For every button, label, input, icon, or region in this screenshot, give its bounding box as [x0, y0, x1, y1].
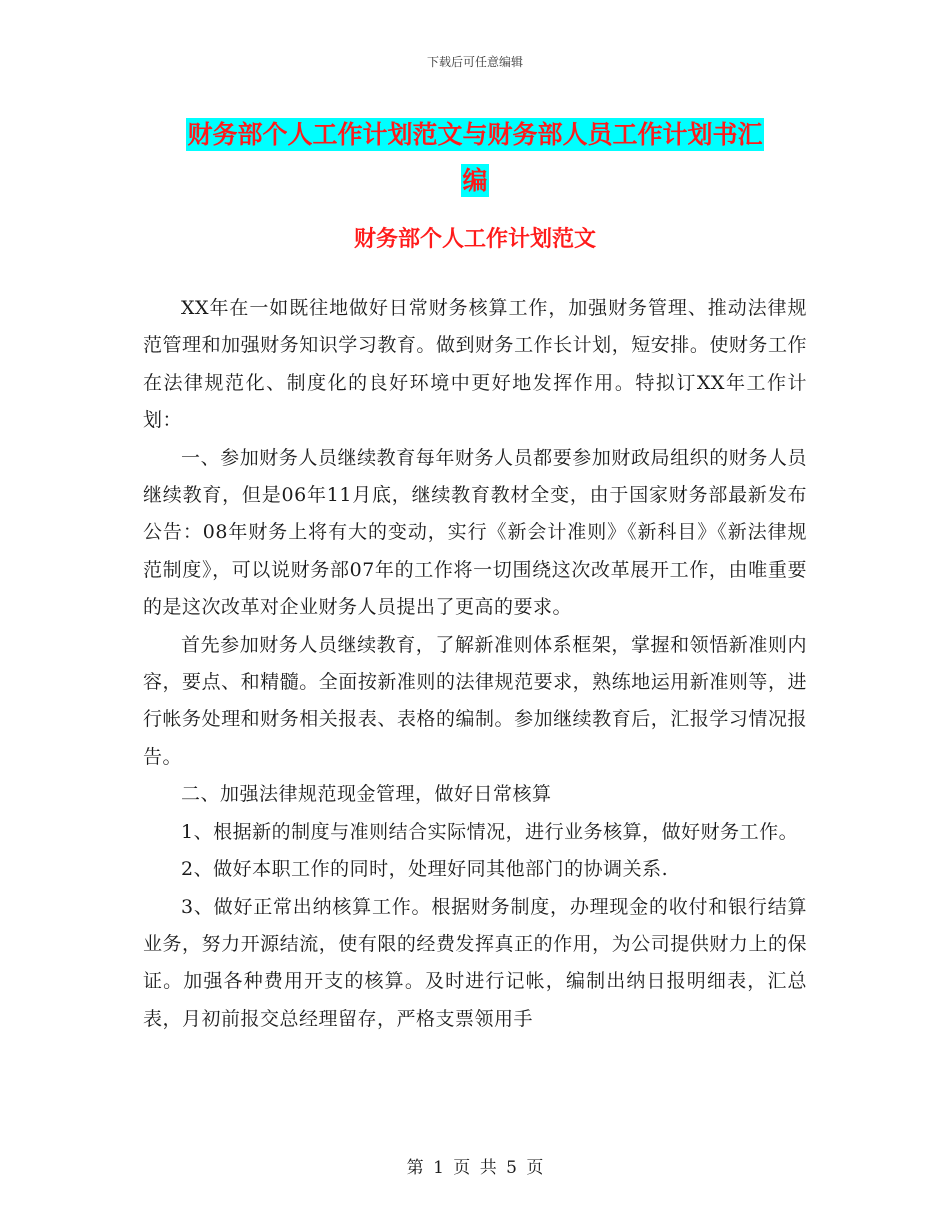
paragraph: 首先参加财务人员继续教育，了解新准则体系框架，掌握和领悟新准则内容，要点、和精髓。全面按新准则的法律规范要求，熟练地运用新准则等，进行帐务处理和财务相关报表、表格的编制。参加继续教育后，汇报学习情况报告。 [143, 633, 807, 768]
paragraph: 2、做好本职工作的同时，处理好同其他部门的协调关系. [181, 858, 669, 881]
section-title: 财务部个人工作计划范文 [353, 227, 596, 252]
document-title [0, 112, 950, 204]
page-number: 第 1 页 共 5 页 [406, 1158, 544, 1178]
paragraph: XX年在一如既往地做好日常财务核算工作，加强财务管理、推动法律规范管理和加强财务知识学习教育。做到财务工作长计划，短安排。使财务工作在法律规范化、制度化的良好环境中更好地发挥作用。特拟订XX年工作计划： [143, 297, 807, 432]
paragraph: 一、参加财务人员继续教育每年财务人员都要参加财政局组织的财务人员继续教育，但是06年11月底，继续教育教材全变，由于国家财务部最新发布公告：08年财务上将有大的变动，实行《新会计准则》《新科目》《新法律规范制度》，可以说财务部07年的工作将一切围绕这次改革展开工作，由唯重要的是这次改革对企业财务人员提出了更高的要求。 [143, 446, 807, 619]
paragraph: 3、做好正常出纳核算工作。根据财务制度，办理现金的收付和银行结算业务，努力开源结流，使有限的经费发挥真正的作用，为公司提供财力上的保证。加强各种费用开支的核算。及时进行记帐，编制出纳日报明细表，汇总表，月初前报交总经理留存，严格支票领用手 [143, 895, 807, 1030]
document-title-line-2: 编 [462, 166, 488, 195]
document-title-line-1: 财务部个人工作计划范文与财务部人员工作计划书汇 [187, 120, 763, 149]
paragraph: 二、加强法律规范现金管理，做好日常核算 [181, 783, 552, 806]
document-body [143, 290, 807, 1038]
page-header-note: 下载后可任意编辑 [426, 55, 523, 69]
paragraph: 1、根据新的制度与准则结合实际情况，进行业务核算，做好财务工作。 [181, 820, 799, 843]
